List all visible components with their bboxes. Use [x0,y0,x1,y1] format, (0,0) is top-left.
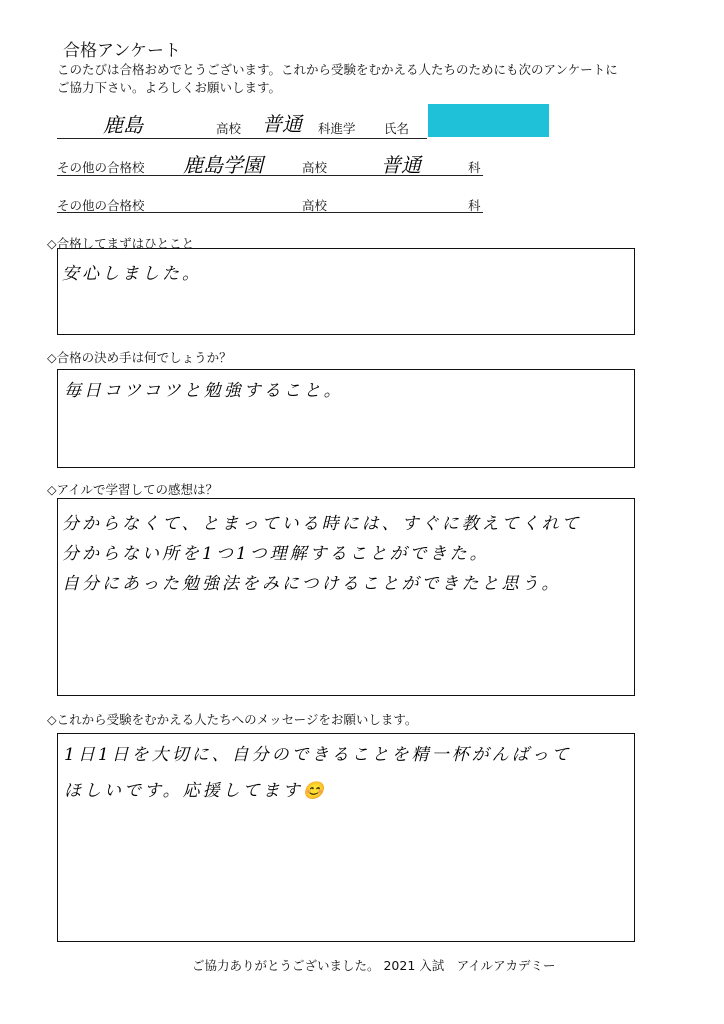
question-3-label: ◇アイルで学習しての感想は？ [47,482,218,497]
footer-text: ご協力ありがとうございました。 2021 入試 アイルアカデミー [192,958,556,973]
answer-box-1 [57,248,635,335]
ka-label-3: 科 [468,198,481,213]
row-1-underline [57,138,427,139]
other-school-label-2: その他の合格校 [57,198,145,213]
answer-4-line-1: 1日1日を大切に、自分のできることを精一杯がんばって [64,745,572,765]
intro-line-2: ご協力下さい。よろしくお願いします。 [57,80,282,95]
answer-3-line-2: 分からない所を1つ1つ理解することができた。 [62,544,490,564]
page-title: 合格アンケート [63,41,181,61]
answer-box-4 [57,733,635,942]
answer-1-line-1: 安心しました。 [62,264,202,284]
question-4-label: ◇これから受験をむかえる人たちへのメッセージをお願いします。 [47,712,418,727]
answer-3-line-3: 自分にあった勉強法をみにつけることができたと思う。 [62,574,562,594]
answer-box-2 [57,369,635,468]
school-name-handwritten: 鹿島 [103,113,143,137]
answer-2-line-1: 毎日コツコツと勉強すること。 [64,381,344,401]
other-school-handwritten: 鹿島学園 [183,153,263,177]
other-school-label-1: その他の合格校 [57,160,145,175]
intro-text [57,61,677,97]
course-handwritten-2: 普通 [381,153,421,177]
row-2-underline [57,175,483,176]
koko-label-1: 高校 [216,121,242,136]
question-1-label: ◇合格してまずはひとこと [47,236,195,251]
ka-label-2: 科 [468,160,481,175]
name-label: 氏名 [384,121,410,136]
question-2-label: ◇合格の決め手は何でしょうか？ [47,350,232,365]
answer-4-line-2: ほしいです。応援してます😊 [64,781,327,801]
course-handwritten-1: 普通 [262,112,302,136]
redacted-name-block [428,104,549,137]
koko-label-3: 高校 [302,198,328,213]
intro-line-1: このたびは合格おめでとうございます。これから受験をむかえる人たちのためにも次のアンケートに [57,62,618,77]
answer-box-3 [57,498,635,696]
koko-label-2: 高校 [302,160,328,175]
row-3-underline [57,212,483,213]
answer-3-line-1: 分からなくて、とまっている時には、すぐに教えてくれて [62,514,582,534]
course-suffix-label: 科進学 [318,121,356,136]
